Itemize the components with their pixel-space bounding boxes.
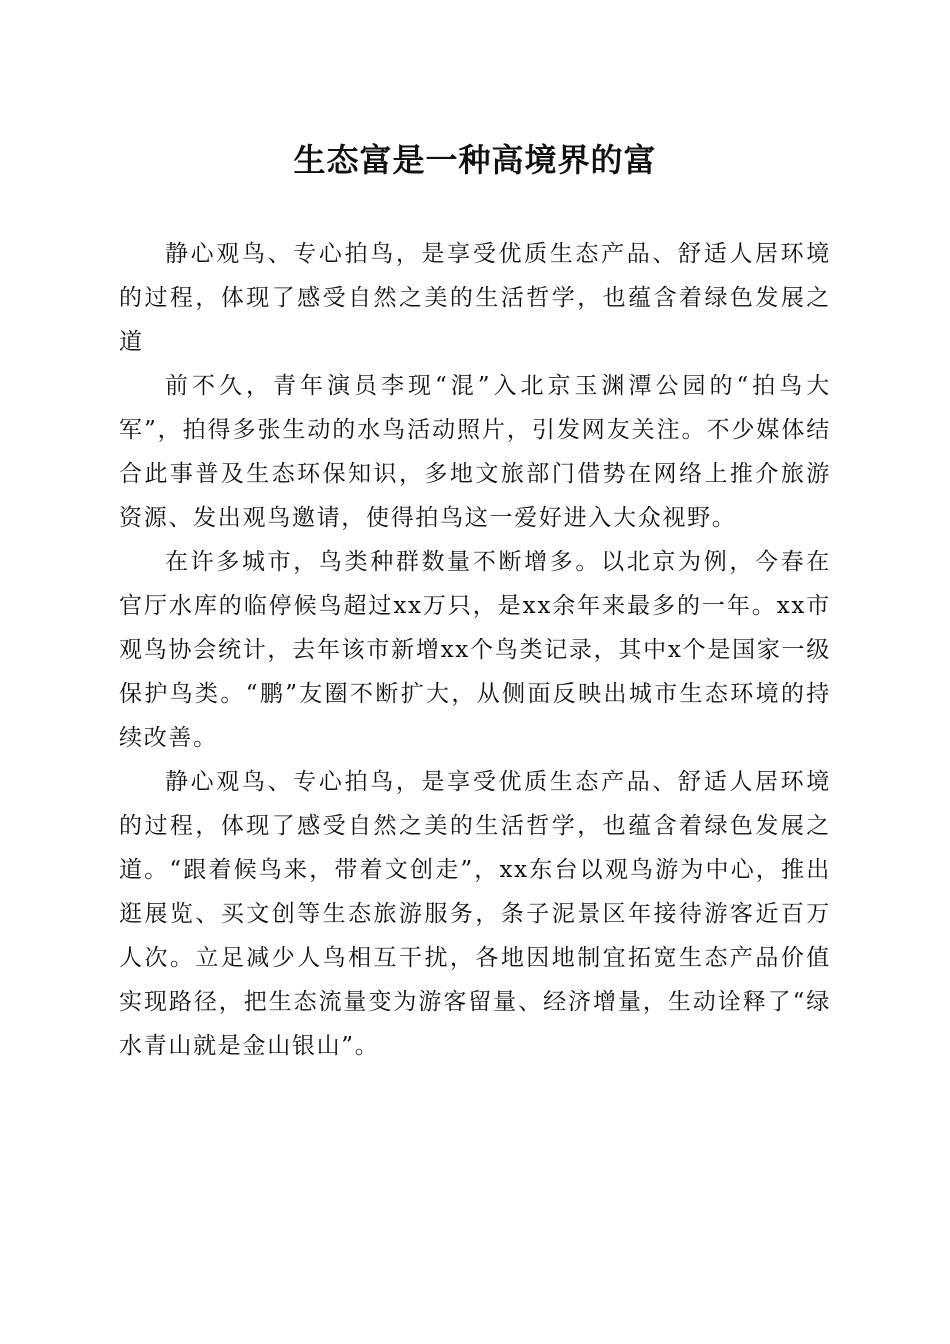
paragraph-3: 在许多城市，鸟类种群数量不断增多。以北京为例，今春在官厅水库的临停候鸟超过xx万只，是xx余年来最多的一年。xx市观鸟协会统计，去年该市新增xx个鸟类记录，其中x个是国家一级保护鸟类。“鹏”友圈不断扩大，从侧面反映出城市生态环境的持续改善。 xyxy=(119,549,831,751)
document-title: 生态富是一种高境界的富 xyxy=(293,141,657,179)
paragraph-4: 静心观鸟、专心拍鸟，是享受优质生态产品、舒适人居环境的过程，体现了感受自然之美的生活哲学，也蕴含着绿色发展之道。“跟着候鸟来，带着文创走”，xx东台以观鸟游为中心，推出逛展览、买文创等生态旅游服务，条子泥景区年接待游客近百万人次。立足减少人鸟相互干扰，各地因地制宜拓宽生态产品价值实现路径，把生态流量变为游客留量、经济增量，生动诠释了“绿水青山就是金山银山”。 xyxy=(119,769,831,1059)
paragraph-1: 静心观鸟、专心拍鸟，是享受优质生态产品、舒适人居环境的过程，体现了感受自然之美的生活哲学，也蕴含着绿色发展之道 xyxy=(119,241,831,355)
paragraph-2: 前不久，青年演员李现“混”入北京玉渊潭公园的“拍鸟大军”，拍得多张生动的水鸟活动照片，引发网友关注。不少媒体结合此事普及生态环保知识，多地文旅部门借势在网络上推介旅游资源、发出观鸟邀请，使得拍鸟这一爱好进入大众视野。 xyxy=(119,373,831,531)
document-body xyxy=(119,232,831,1068)
